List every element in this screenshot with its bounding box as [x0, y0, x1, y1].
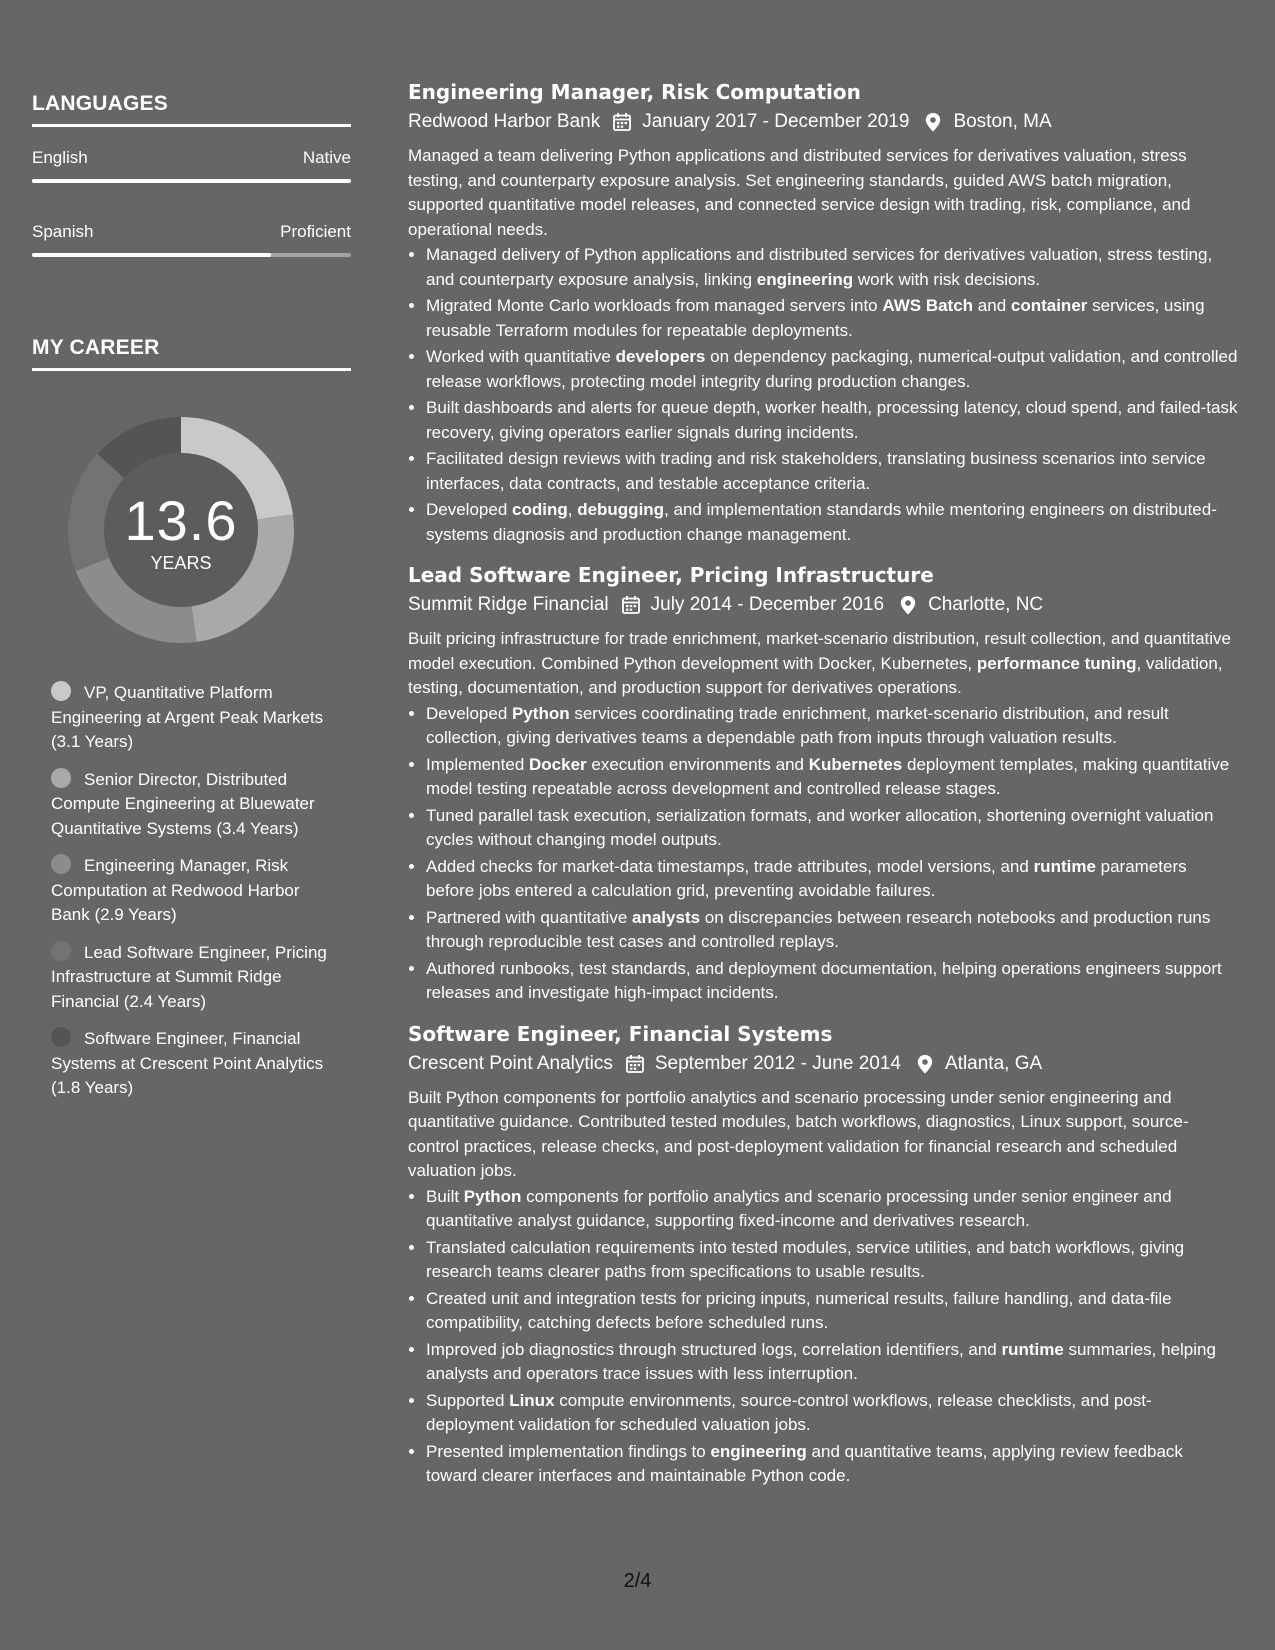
company-name: Redwood Harbor Bank — [408, 111, 601, 132]
career-title: MY CAREER — [32, 336, 351, 371]
achievement-list — [408, 243, 1238, 547]
achievement-item — [426, 957, 1238, 1006]
text-segment: Developed — [426, 703, 513, 723]
job-location: Atlanta, GA — [945, 1052, 1043, 1074]
text-segment: , and implementation standards while mentoring engineers on distributed-systems diagnosis and production change management. — [426, 500, 1217, 544]
job-summary: Managed a team delivering Python applications and distributed services for derivatives valuation, stress testing, and counterparty exposure analysis. Set engineering standards, guided AWS batch migration, supported quantitative model releases, and connected service design with trading, risk, compliance, and operational needs. — [408, 146, 1191, 239]
calendar-icon — [612, 112, 632, 132]
text-segment: Migrated Monte Carlo workloads from managed servers into — [426, 296, 883, 315]
sidebar — [32, 92, 351, 1114]
text-segment: Built dashboards and alerts for queue depth, worker health, processing latency, cloud spend, and failed-task recovery, giving operators earlier signals during incidents. — [426, 398, 1238, 442]
job-meta — [408, 1051, 1238, 1077]
job-title: Software Engineer, Financial Systems — [408, 1021, 833, 1046]
career-legend-item — [51, 1027, 341, 1101]
keyword: Python — [463, 1186, 522, 1206]
languages-list — [32, 147, 351, 257]
company-name: Summit Ridge Financial — [408, 594, 609, 615]
total-years-value: 13.6 — [124, 489, 238, 552]
language-name: English — [32, 148, 88, 167]
achievement-item — [426, 1287, 1238, 1336]
job-location: Boston, MA — [953, 111, 1052, 132]
language-level-bar — [32, 253, 351, 257]
job-summary: Built Python components for portfolio analytics and scenario processing under senior engineering and quantitative guidance. Contributed tested modules, batch workflows, diagnostics, Linux support, source-control practices, release checks, and post-deployment validation for financial research and scheduled valuation jobs. — [408, 1087, 1189, 1180]
career-donut-chart — [66, 415, 296, 645]
job-location: Charlotte, NC — [928, 594, 1044, 615]
career-legend-label: Senior Director, Distributed Compute Engineering at Bluewater Quantitative Systems (3.4 Years) — [51, 769, 315, 838]
text-segment: Partnered with quantitative — [426, 907, 633, 927]
text-segment: Improved job diagnostics through structured logs, correlation identifiers, and — [426, 1339, 1002, 1359]
job-meta — [408, 109, 1238, 135]
keyword: Docker — [529, 754, 587, 774]
text-segment: components for portfolio analytics and scenario processing under senior engineer and quantitative analyst guidance, supporting fixed-income and derivatives research. — [426, 1186, 1172, 1230]
text-segment: Implemented — [426, 754, 529, 774]
job-entry — [408, 561, 1238, 1006]
text-segment: and — [973, 296, 1011, 315]
map-pin-icon — [898, 595, 918, 615]
text-segment: Created unit and integration tests for pricing inputs, numerical results, failure handling, and data-file compatibility, catching defects before scheduled runs. — [426, 1288, 1172, 1332]
achievement-item — [426, 702, 1238, 751]
text-segment: Managed delivery of Python applications and distributed services for derivatives valuation, stress testing, and counterparty exposure analysis, linking — [426, 245, 1213, 289]
text-segment: services, using reusable Terraform modules for repeatable deployments. — [426, 296, 1205, 340]
total-years-label: YEARS — [150, 553, 212, 573]
job-entry — [408, 1020, 1238, 1489]
achievement-item — [426, 345, 1238, 394]
legend-color-dot — [51, 681, 71, 701]
achievement-item — [426, 1236, 1238, 1285]
career-legend-item — [51, 768, 341, 842]
achievement-item — [426, 447, 1238, 496]
keyword: container — [1010, 296, 1088, 315]
text-segment: and quantitative teams, applying review feedback toward clearer interfaces and maintainable Python code. — [426, 1441, 1183, 1485]
keyword: Kubernetes — [808, 754, 903, 774]
legend-color-dot — [51, 854, 71, 874]
career-legend-item — [51, 681, 341, 755]
language-row — [32, 147, 351, 169]
job-dates: July 2014 - December 2016 — [650, 594, 885, 615]
legend-color-dot — [51, 941, 71, 961]
achievement-item — [426, 1440, 1238, 1489]
map-pin-icon — [923, 112, 943, 132]
career-legend-label: VP, Quantitative Platform Engineering at Argent Peak Markets (3.1 Years) — [51, 683, 324, 751]
language-level: Proficient — [280, 222, 351, 241]
calendar-icon — [621, 595, 641, 615]
achievement-item — [426, 294, 1238, 343]
text-segment: Facilitated design reviews with trading and risk stakeholders, translating business scenarios into service interfaces, data contracts, and testable acceptance criteria. — [426, 449, 1206, 493]
career-legend-item — [51, 854, 341, 928]
achievement-list — [408, 702, 1238, 1006]
legend-color-dot — [51, 1027, 71, 1047]
text-segment: compute environments, source-control workflows, release checklists, and post-deployment validation for scheduled valuation jobs. — [426, 1390, 1152, 1434]
company-name: Crescent Point Analytics — [408, 1052, 613, 1074]
text-segment: on discrepancies between research notebooks and production runs through reproducible test cases and controlled replays. — [426, 907, 1211, 951]
text-segment: on dependency packaging, numerical-output validation, and controlled release workflows, protecting model integrity during production changes. — [426, 347, 1238, 391]
text-segment: deployment templates, making quantitative model testing repeatable across development and controlled release stages. — [426, 754, 1230, 798]
text-segment: Worked with quantitative — [426, 347, 616, 366]
language-level: Native — [302, 148, 351, 167]
text-segment: , — [567, 500, 578, 519]
keyword: runtime — [1033, 856, 1096, 876]
languages-title: LANGUAGES — [32, 92, 351, 127]
job-meta — [408, 592, 1238, 618]
achievement-item — [426, 1338, 1238, 1387]
keyword: performance tuning — [976, 653, 1137, 673]
experience-section — [408, 78, 1238, 1491]
language-level-fill — [32, 253, 271, 257]
calendar-icon — [625, 1054, 645, 1074]
language-item — [32, 221, 351, 257]
career-legend — [32, 681, 341, 1101]
text-segment: Supported — [426, 1390, 510, 1410]
text-segment: summaries, helping analysts and operators trace issues with less interruption. — [426, 1339, 1216, 1383]
language-row — [32, 221, 351, 243]
keyword: runtime — [1001, 1339, 1064, 1359]
achievement-item — [426, 753, 1238, 802]
achievement-item — [426, 243, 1238, 292]
job-dates: January 2017 - December 2019 — [642, 111, 910, 132]
keyword: coding — [512, 500, 568, 519]
job-summary — [408, 627, 1238, 701]
career-legend-label: Software Engineer, Financial Systems at Crescent Point Analytics (1.8 Years) — [51, 1029, 324, 1097]
text-segment: Built — [426, 1186, 464, 1206]
text-segment: execution environments and — [586, 754, 809, 774]
achievement-item — [426, 906, 1238, 955]
keyword: AWS Batch — [882, 296, 974, 315]
job-entry — [408, 78, 1238, 547]
keyword: debugging — [577, 500, 665, 519]
achievement-list — [408, 1185, 1238, 1489]
text-segment: , validation, testing, documentation, and production support for derivatives operations. — [408, 653, 1223, 697]
keyword: engineering — [710, 1441, 807, 1461]
page-number: 2/4 — [623, 1570, 652, 1592]
text-segment: Authored runbooks, test standards, and deployment documentation, helping operations engineers support releases and investigate high-impact incidents. — [426, 958, 1222, 1002]
language-item — [32, 147, 351, 183]
map-pin-icon — [915, 1054, 935, 1074]
text-segment: parameters before jobs entered a calculation grid, preventing avoidable failures. — [426, 856, 1187, 900]
language-name: Spanish — [32, 222, 94, 241]
language-level-bar — [32, 179, 351, 183]
text-segment: Presented implementation findings to — [426, 1441, 711, 1461]
text-segment: services coordinating trade enrichment, market-scenario distribution, and result collection, giving derivatives teams a dependable path from inputs through valuation results. — [426, 703, 1169, 747]
keyword: developers — [615, 347, 706, 366]
achievement-item — [426, 804, 1238, 853]
job-title: Engineering Manager, Risk Computation — [408, 80, 861, 104]
keyword: Linux — [509, 1390, 555, 1410]
achievement-item — [426, 855, 1238, 904]
text-segment: Translated calculation requirements into tested modules, service utilities, and batch workflows, giving research teams clearer paths from specifications to usable results. — [426, 1237, 1185, 1281]
text-segment: Built pricing infrastructure for trade enrichment, market-scenario distribution, result collection, and quantitative model execution. Combined Python development with Docker, Kubernetes, — [408, 629, 1231, 673]
language-level-fill — [32, 179, 351, 183]
keyword: Python — [512, 703, 570, 723]
keyword: analysts — [632, 907, 701, 927]
achievement-item — [426, 1389, 1238, 1438]
legend-color-dot — [51, 768, 71, 788]
job-dates: September 2012 - June 2014 — [654, 1052, 901, 1074]
job-title: Lead Software Engineer, Pricing Infrastructure — [408, 563, 934, 587]
career-legend-label: Engineering Manager, Risk Computation at Redwood Harbor Bank (2.9 Years) — [51, 856, 300, 924]
career-legend-label: Lead Software Engineer, Pricing Infrastructure at Summit Ridge Financial (2.4 Years) — [51, 942, 327, 1011]
achievement-item — [426, 396, 1238, 445]
keyword: engineering — [756, 269, 854, 289]
text-segment: work with risk decisions. — [853, 269, 1041, 289]
donut-center — [66, 415, 296, 645]
achievement-item — [426, 498, 1238, 547]
text-segment: Developed — [426, 500, 513, 519]
text-segment: Tuned parallel task execution, serialization formats, and worker allocation, shortening overnight valuation cycles without changing model outputs. — [426, 805, 1214, 849]
career-legend-item — [51, 941, 341, 1015]
achievement-item — [426, 1185, 1238, 1234]
text-segment: Added checks for market-data timestamps, trade attributes, model versions, and — [426, 856, 1034, 876]
